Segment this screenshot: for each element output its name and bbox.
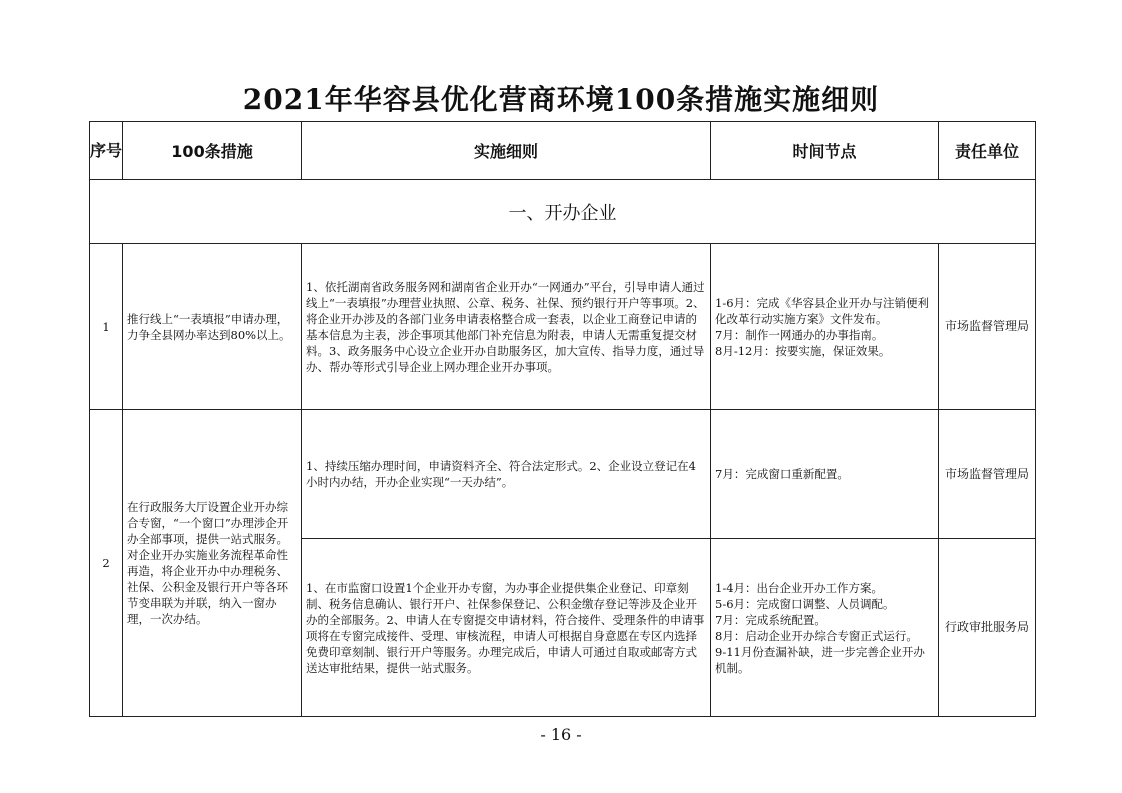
header-measure: 100条措施: [123, 122, 302, 180]
responsible-unit: 市场监督管理局: [939, 410, 1036, 539]
timeline-cell: [711, 539, 939, 717]
row-number: 1: [90, 244, 123, 410]
header-row: [90, 122, 1036, 180]
document-title: 2021年华容县优化营商环境100条措施实施细则: [242, 83, 880, 116]
section-title: 一、开办企业: [90, 180, 1036, 244]
measure-cell: 在行政服务大厅设置企业开办综合专窗，“一个窗口”办理涉企开办全部事项，提供一站式服务。对企业开办实施业务流程革命性再造，将企业开办中办理税务、社保、公积金及银行开户等各环节变串联为并联，纳入一窗办理，一次办结。: [123, 410, 302, 717]
timeline-cell: [711, 244, 939, 410]
header-no: 序号: [90, 122, 123, 180]
detail-cell: 1、持续压缩办理时间，申请资料齐全、符合法定形式。2、企业设立登记在4小时内办结，开办企业实现“一天办结”。: [302, 410, 711, 539]
measures-table: [89, 121, 1036, 717]
table-row: [90, 410, 1036, 539]
header-detail: 实施细则: [302, 122, 711, 180]
measure-cell: 推行线上“一表填报”申请办理，力争全县网办率达到80%以上。: [123, 244, 302, 410]
row-number: 2: [90, 410, 123, 717]
table-row: [90, 244, 1036, 410]
timeline-item: 1-6月：完成《华容县企业开办与注销便利化改革行动实施方案》文件发布。: [715, 295, 930, 326]
timeline-item: 8月：启动企业开办综合专窗正式运行。: [715, 628, 918, 643]
timeline-item: 8月-12月：按要实施，保证效果。: [715, 343, 891, 358]
detail-cell: 1、依托湖南省政务服务网和湖南省企业开办“一网通办”平台，引导申请人通过线上“一表填报”办理营业执照、公章、税务、社保、预约银行开户等事项。2、将企业开办涉及的各部门业务申请表格整合成一套表，以企业工商登记申请的基本信息为主表，涉企事项其他部门补充信息为附表，申请人无需重复提交材料。3、政务服务中心设立企业开办自助服务区，加大宣传、指导力度，通过导办、帮办等形式引导企业上网办理企业开办事项。: [302, 244, 711, 410]
timeline-item: 9-11月份查漏补缺，进一步完善企业开办机制。: [715, 644, 925, 675]
timeline-cell: [711, 410, 939, 539]
header-timeline: 时间节点: [711, 122, 939, 180]
page-number: - 16 -: [540, 725, 582, 744]
responsible-unit: 市场监督管理局: [939, 244, 1036, 410]
timeline-item: 7月：完成窗口重新配置。: [715, 467, 849, 481]
timeline-item: 7月：制作一网通办的办事指南。: [715, 327, 884, 342]
section-row: [90, 180, 1036, 244]
timeline-item: 7月：完成系统配置。: [715, 612, 826, 627]
timeline-item: 1-4月：出台企业开办工作方案。: [715, 580, 884, 595]
timeline-item: 5-6月：完成窗口调整、人员调配。: [715, 596, 895, 611]
header-unit: 责任单位: [939, 122, 1036, 180]
responsible-unit: 行政审批服务局: [939, 539, 1036, 717]
detail-cell: 1、在市监窗口设置1个企业开办专窗，为办事企业提供集企业登记、印章刻制、税务信息确认、银行开户、社保参保登记、公积金缴存登记等涉及企业开办的全部服务。2、申请人在专窗提交申请材料，符合接件、受理条件的申请事项将在专窗完成接件、受理、审核流程，申请人可根据自身意愿在专区内选择免费印章刻制、银行开户等服务。办理完成后，申请人可通过自取或邮寄方式送达审批结果，提供一站式服务。: [302, 539, 711, 717]
